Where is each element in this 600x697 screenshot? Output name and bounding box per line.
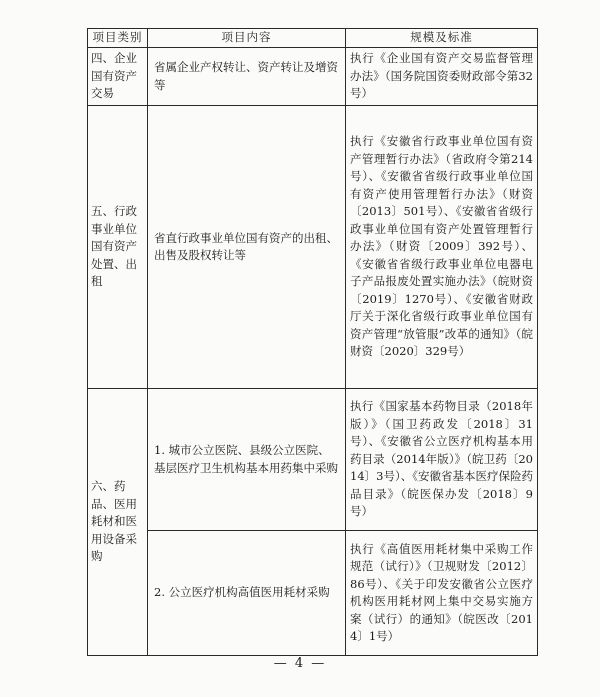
table-row <box>88 389 538 531</box>
row-standard: 执行《安徽省行政事业单位国有资产管理暂行办法》（省政府令第214号）、《安徽省省级行政事业单位国有资产使用管理暂行办法》（财资〔2013〕501号）、《安徽省省级行政事业单位国有资产处置管理暂行办法》（财资〔2009〕392号）、《安徽省省级行政事业单位电器电子产品报废处置实施办法》（皖财资〔2019〕1270号）、《安徽省财政厅关于深化省级行政事业单位国有资产管理“放管服”改革的通知》（皖财资〔2020〕329号） <box>346 106 538 389</box>
row-category: 六、药品、医用耗材和医用设备采购 <box>88 389 148 656</box>
row-content: 省属企业产权转让、资产转让及增资等 <box>148 48 346 106</box>
table-row <box>88 48 538 106</box>
row-category: 四、企业国有资产交易 <box>88 48 148 106</box>
table-header-row <box>88 29 538 48</box>
table-row <box>88 106 538 389</box>
row-standard: 执行《国家基本药物目录（2018年版）》（国卫药政发〔2018〕31号）、《安徽省公立医疗机构基本用药目录（2014年版）》（皖卫药〔2014〕3号）、《安徽省基本医疗保险药品目录》（皖医保办发〔2018〕9号） <box>346 389 538 531</box>
procurement-table <box>87 28 538 656</box>
row-standard: 执行《高值医用耗材集中采购工作规范（试行）》（卫规财发〔2012〕86号）、《关于印发安徽省公立医疗机构医用耗材网上集中交易实施方案（试行）的通知》（皖医改〔2014〕1号） <box>346 531 538 656</box>
row-content: 1. 城市公立医院、县级公立医院、基层医疗卫生机构基本用药集中采购 <box>148 389 346 531</box>
header-category: 项目类别 <box>88 29 148 48</box>
header-content: 项目内容 <box>148 29 346 48</box>
header-standard: 规模及标准 <box>346 29 538 48</box>
row-category: 五、行政事业单位国有资产处置、出租 <box>88 106 148 389</box>
row-content: 2. 公立医疗机构高值医用耗材采购 <box>148 531 346 656</box>
row-content: 省直行政事业单位国有资产的出租、出售及股权转让等 <box>148 106 346 389</box>
table-row <box>88 531 538 656</box>
row-standard: 执行《企业国有资产交易监督管理办法》（国务院国资委财政部令第32号） <box>346 48 538 106</box>
page-number: — 4 — <box>273 656 327 671</box>
